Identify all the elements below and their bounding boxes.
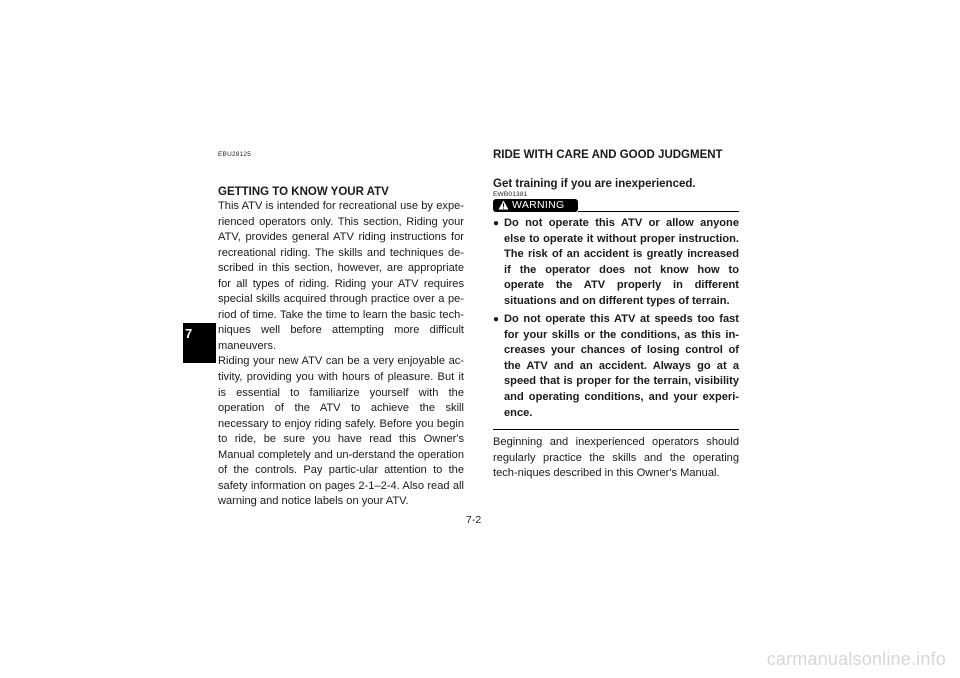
warning-top-rule [578, 211, 739, 212]
warning-item-text: Do not operate this ATV at speeds too fast for your skills or the conditions, as this in-creases your chances of losing control of the ATV and an accident. Always go at a speed that is proper for the terrain, visibility and operating conditions, and your experi-ence. [504, 313, 739, 419]
section-heading: GETTING TO KNOW YOUR ATV [218, 186, 389, 198]
bullet-icon: ● [493, 218, 500, 229]
intro-paragraph: This ATV is intended for recreational use by expe-rienced operators only. This section, Riding your ATV, provides general ATV riding instructions for recreational riding. The skills and techniques de-scribed in this section, however, are appropriate for all types of riding. Riding your ATV requires special skills acquired through practice over a pe-riod of time. Take the time to learn the basic tech-niques well before attempting more difficult maneuvers. [218, 200, 464, 352]
left-column [218, 151, 464, 510]
warning-header [493, 199, 739, 213]
warning-badge [493, 199, 578, 212]
warning-triangle-icon [498, 200, 509, 210]
page-number: 7-2 [466, 514, 482, 526]
warning-label: WARNING [512, 199, 565, 211]
ride-care-heading: RIDE WITH CARE AND GOOD JUDGMENT [493, 149, 723, 161]
warning-item [493, 312, 739, 421]
warning-code: EWB01381 [493, 191, 528, 198]
section-code: EBU28125 [218, 151, 252, 158]
watermark: carmanualsonline.info [766, 649, 946, 669]
warning-bottom-rule [493, 429, 739, 430]
enjoy-paragraph: Riding your new ATV can be a very enjoyable ac-tivity, providing you with hours of pleasure. But it is essential to familiarize yourself with the operation of the ATV to achieve the skill necessary to enjoy riding safely. Before you begin to ride, be sure you have read this Owner's Manual completely and un-derstand the operation of the controls. Pay partic-ular attention to the safety information on pages 2-1–2-4. Also read all warning and notice labels on your ATV. [218, 355, 464, 508]
practice-paragraph: Beginning and inexperienced operators should regularly practice the skills and the operating tech-niques described in this Owner's Manual. [493, 436, 739, 480]
chapter-tab: 7 [183, 323, 216, 363]
right-column [493, 148, 739, 482]
bullet-icon: ● [493, 314, 500, 326]
training-subheading: Get training if you are inexperienced. [493, 178, 696, 190]
warning-item-text: Do not operate this ATV or allow anyone else to operate it without proper instruction. The risk of an accident is greatly increased if the operator does not know how to operate the ATV properly in different situations and on different types of terrain. [504, 217, 739, 307]
warning-item [493, 216, 739, 309]
